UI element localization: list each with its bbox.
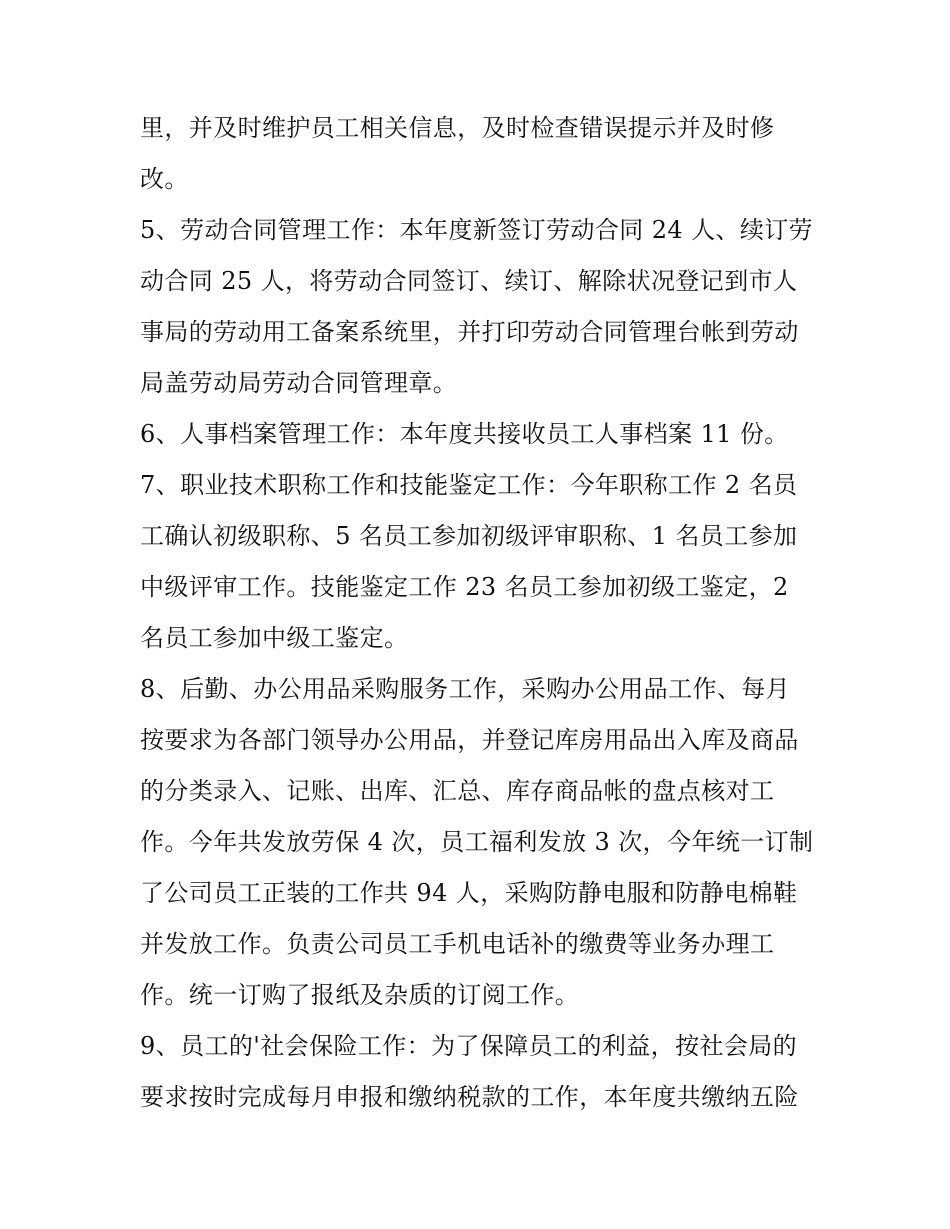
text-line: 要求按时完成每月申报和缴纳税款的工作，本年度共缴纳五险 [140,1083,799,1111]
text-line: 中级评审工作。技能鉴定工作 23 名员工参加初级工鉴定，2 [140,573,789,601]
text-line: 工确认初级职称、5 名员工参加初级评审职称、1 名员工参加 [140,522,798,550]
text-line: 作。今年共发放劳保 4 次，员工福利发放 3 次，今年统一订制 [140,828,814,856]
text-line: 6、人事档案管理工作：本年度共接收员工人事档案 11 份。 [140,420,789,448]
text-line: 作。统一订购了报纸及杂质的订阅工作。 [140,981,580,1009]
text-line: 9、员工的'社会保险工作：为了保障员工的利益，按社会局的 [140,1032,798,1060]
text-line: 名员工参加中级工鉴定。 [140,624,409,652]
text-line: 8、后勤、办公用品采购服务工作，采购办公用品工作、每月 [140,675,791,703]
text-line: 了公司员工正装的工作共 94 人，采购防静电服和防静电棉鞋 [140,879,798,907]
text-line: 按要求为各部门领导办公用品，并登记库房用品出入库及商品 [140,726,799,754]
text-line: 并发放工作。负责公司员工手机电话补的缴费等业务办理工 [140,930,775,958]
text-line: 改。 [140,165,189,193]
text-line: 5、劳动合同管理工作：本年度新签订劳动合同 24 人、续订劳 [140,216,814,244]
document-body [140,103,820,1123]
text-line: 的分类录入、记账、出库、汇总、库存商品帐的盘点核对工 [140,777,775,805]
text-line: 里，并及时维护员工相关信息，及时检查错误提示并及时修 [140,114,775,142]
text-line: 动合同 25 人，将劳动合同签订、续订、解除状况登记到市人 [140,267,798,295]
text-line: 局盖劳动局劳动合同管理章。 [140,369,458,397]
text-line: 事局的劳动用工备案系统里，并打印劳动合同管理台帐到劳动 [140,318,799,346]
text-line: 7、职业技术职称工作和技能鉴定工作：今年职称工作 2 名员 [140,471,798,499]
